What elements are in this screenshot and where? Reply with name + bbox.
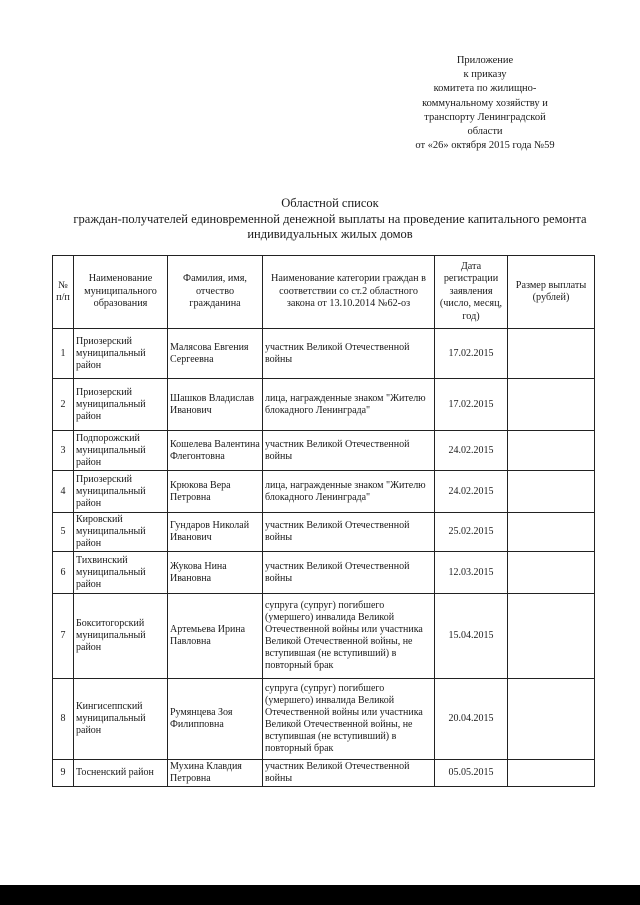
cell-category: участник Великой Отечественной войны <box>263 431 435 471</box>
cell-category: лица, награжденные знаком "Жителю блокадного Ленинграда" <box>263 471 435 513</box>
cell-amount <box>508 552 595 594</box>
cell-name: Шашков Владислав Иванович <box>168 379 263 431</box>
cell-amount <box>508 471 595 513</box>
cell-num: 3 <box>53 431 74 471</box>
cell-municipality: Приозерский муниципальный район <box>74 471 168 513</box>
cell-name: Крюкова Вера Петровна <box>168 471 263 513</box>
table-header-row <box>53 256 595 329</box>
cell-municipality: Кировский муниципальный район <box>74 513 168 552</box>
cell-num: 4 <box>53 471 74 513</box>
cell-date: 17.02.2015 <box>435 379 508 431</box>
document-subtitle-line-1: граждан-получателей единовременной денежной выплаты на проведение капитального ремонта <box>73 212 587 226</box>
cell-date: 12.03.2015 <box>435 552 508 594</box>
cell-name: Румянцева Зоя Филипповна <box>168 679 263 760</box>
cell-category: супруга (супруг) погибшего (умершего) инвалида Великой Отечественной войны или участника Великой Отечественной войны, не вступившая (не вступивший) в повторный брак <box>263 594 435 679</box>
cell-amount <box>508 594 595 679</box>
cell-municipality: Тосненский район <box>74 760 168 787</box>
cell-date: 15.04.2015 <box>435 594 508 679</box>
cell-num: 7 <box>53 594 74 679</box>
cell-date: 05.05.2015 <box>435 760 508 787</box>
cell-name: Гундаров Николай Иванович <box>168 513 263 552</box>
cell-amount <box>508 513 595 552</box>
cell-num: 8 <box>53 679 74 760</box>
annex-line: области <box>467 126 503 138</box>
table-row <box>53 379 595 431</box>
cell-category: супруга (супруг) погибшего (умершего) инвалида Великой Отечественной войны или участника Великой Отечественной войны, не вступившая (не вступивший) в повторный брак <box>263 679 435 760</box>
table-row <box>53 594 595 679</box>
table-row <box>53 552 595 594</box>
annex-line: к приказу <box>463 69 507 81</box>
header-num: № п/п <box>53 256 74 329</box>
cell-category: участник Великой Отечественной войны <box>263 552 435 594</box>
recipients-table <box>52 255 595 787</box>
cell-municipality: Подпорожский муниципальный район <box>74 431 168 471</box>
cell-name: Мухина Клавдия Петровна <box>168 760 263 787</box>
cell-amount <box>508 679 595 760</box>
header-date: Дата регистрации заявления (число, месяц, год) <box>435 256 508 329</box>
cell-date: 17.02.2015 <box>435 329 508 379</box>
cell-num: 1 <box>53 329 74 379</box>
cell-name: Малясова Евгения Сергеевна <box>168 329 263 379</box>
cell-municipality: Бокситогорский муниципальный район <box>74 594 168 679</box>
cell-num: 5 <box>53 513 74 552</box>
document-title: Областной список <box>281 196 379 210</box>
cell-num: 6 <box>53 552 74 594</box>
cell-name: Кошелева Валентина Флегонтовна <box>168 431 263 471</box>
header-name: Фамилия, имя, отчество гражданина <box>168 256 263 329</box>
cell-municipality: Приозерский муниципальный район <box>74 379 168 431</box>
cell-date: 20.04.2015 <box>435 679 508 760</box>
cell-municipality: Тихвинский муниципальный район <box>74 552 168 594</box>
table-row <box>53 760 595 787</box>
cell-date: 25.02.2015 <box>435 513 508 552</box>
table-row <box>53 679 595 760</box>
document-subtitle-line-2: индивидуальных жилых домов <box>247 227 413 241</box>
annex-line: комитета по жилищно- <box>433 83 537 95</box>
scan-bottom-edge <box>0 885 640 905</box>
cell-name: Артемьева Ирина Павловна <box>168 594 263 679</box>
annex-block <box>400 54 570 153</box>
table-row <box>53 431 595 471</box>
cell-category: участник Великой Отечественной войны <box>263 513 435 552</box>
cell-municipality: Кингисеппский муниципальный район <box>74 679 168 760</box>
cell-category: лица, награжденные знаком "Жителю блокадного Ленинграда" <box>263 379 435 431</box>
annex-line: транспорту Ленинградской <box>424 111 546 123</box>
cell-amount <box>508 379 595 431</box>
cell-amount <box>508 760 595 787</box>
cell-num: 2 <box>53 379 74 431</box>
annex-line: от «26» октября 2015 года №59 <box>415 140 555 152</box>
cell-name: Жукова Нина Ивановна <box>168 552 263 594</box>
table-row <box>53 513 595 552</box>
cell-category: участник Великой Отечественной войны <box>263 760 435 787</box>
header-category: Наименование категории граждан в соответствии со ст.2 областного закона от 13.10.2014 №62-оз <box>263 256 435 329</box>
header-municipality: Наименование муниципального образования <box>74 256 168 329</box>
header-amount: Размер выплаты (рублей) <box>508 256 595 329</box>
cell-amount <box>508 431 595 471</box>
cell-date: 24.02.2015 <box>435 471 508 513</box>
cell-amount <box>508 329 595 379</box>
annex-line: Приложение <box>456 55 514 66</box>
cell-category: участник Великой Отечественной войны <box>263 329 435 379</box>
annex-line: коммунальному хозяйству и <box>422 97 548 109</box>
cell-municipality: Приозерский муниципальный район <box>74 329 168 379</box>
table-row <box>53 329 595 379</box>
cell-date: 24.02.2015 <box>435 431 508 471</box>
cell-num: 9 <box>53 760 74 787</box>
table-row <box>53 471 595 513</box>
